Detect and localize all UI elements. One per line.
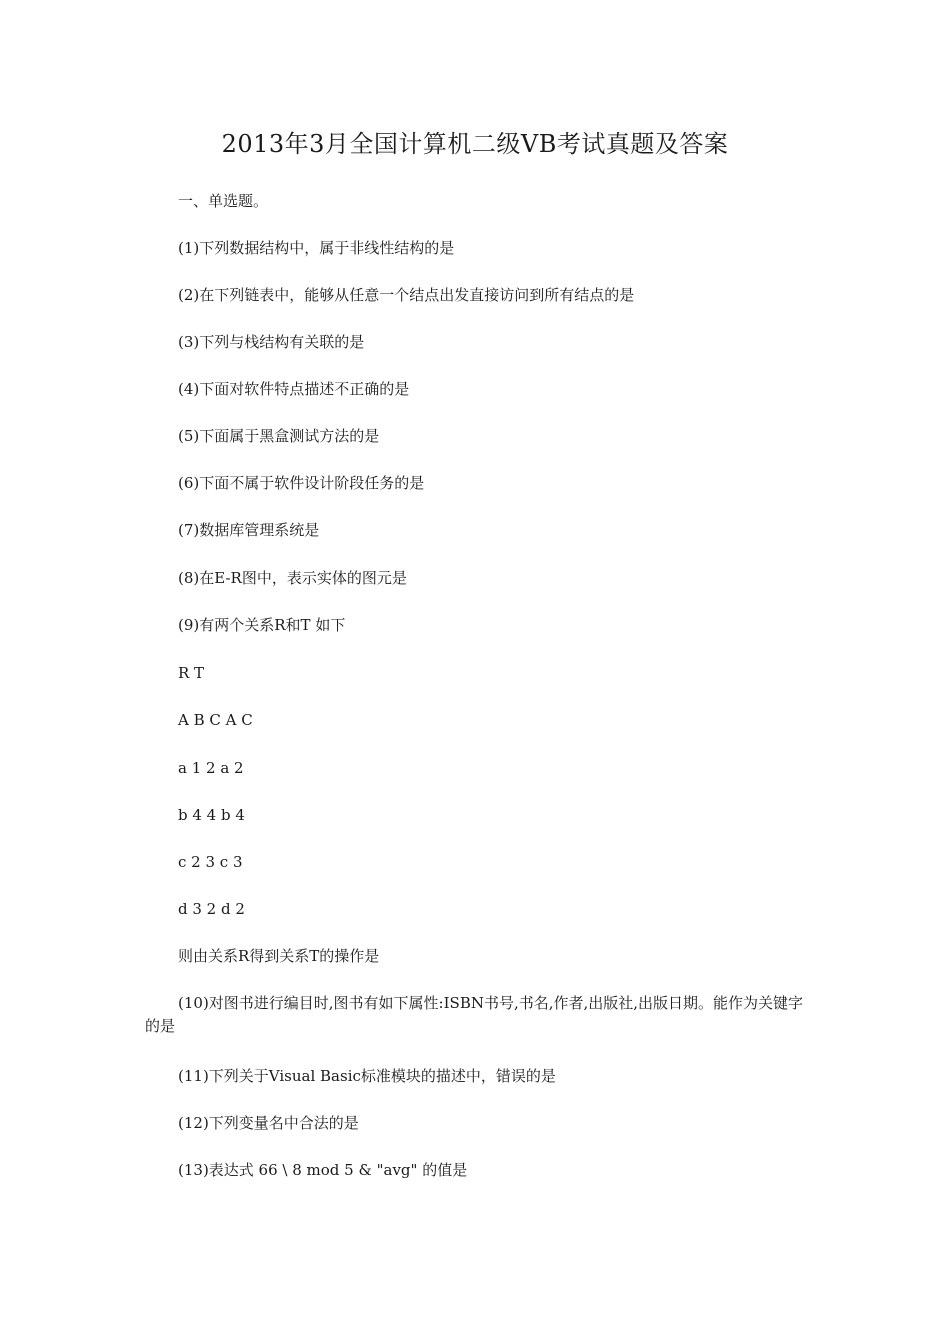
question-13: (13)表达式 66 \ 8 mod 5 & "avg" 的值是 <box>178 1161 468 1179</box>
relation-table-row: b 4 4 b 4 <box>178 806 245 824</box>
question-4: (4)下面对软件特点描述不正确的是 <box>178 380 410 398</box>
question-9: (9)有两个关系R和T 如下 <box>178 616 346 634</box>
question-10: (10)对图书进行编目时,图书有如下属性:ISBN书号,书名,作者,出版社,出版日期。能作为关键字的是 <box>145 994 804 1035</box>
section-heading: 一、单选题。 <box>178 192 269 210</box>
question-3: (3)下列与栈结构有关联的是 <box>178 333 365 351</box>
question-8: (8)在E-R图中，表示实体的图元是 <box>178 569 407 587</box>
question-9-tail: 则由关系R得到关系T的操作是 <box>178 947 380 965</box>
question-2: (2)在下列链表中，能够从任意一个结点出发直接访问到所有结点的是 <box>178 286 635 304</box>
question-11: (11)下列关于Visual Basic标准模块的描述中，错误的是 <box>178 1067 556 1085</box>
relation-table-row: R T <box>178 664 205 682</box>
relation-table-row: d 3 2 d 2 <box>178 900 245 918</box>
question-7: (7)数据库管理系统是 <box>178 521 320 539</box>
relation-table-row: c 2 3 c 3 <box>178 853 243 871</box>
relation-table-row: a 1 2 a 2 <box>178 759 244 777</box>
question-6: (6)下面不属于软件设计阶段任务的是 <box>178 474 425 492</box>
question-5: (5)下面属于黑盒测试方法的是 <box>178 427 380 445</box>
relation-table-row: A B C A C <box>178 711 253 729</box>
document-title: 2013年3月全国计算机二级VB考试真题及答案 <box>221 130 729 158</box>
question-1: (1)下列数据结构中，属于非线性结构的是 <box>178 239 455 257</box>
question-12: (12)下列变量名中合法的是 <box>178 1114 359 1132</box>
